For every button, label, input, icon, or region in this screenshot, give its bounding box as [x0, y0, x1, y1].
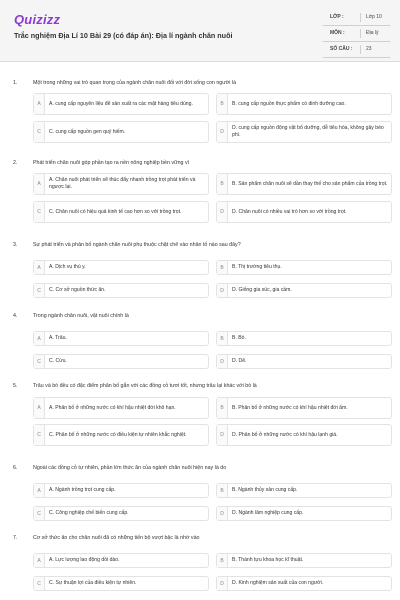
option-text: B. Ngành thủy sản cung cấp.	[232, 487, 298, 494]
option-c[interactable]	[33, 424, 209, 446]
option-c[interactable]	[33, 283, 209, 298]
option-c[interactable]	[33, 121, 209, 143]
option-letter: A	[34, 332, 45, 345]
option-letter: A	[34, 554, 45, 567]
meta-label: SỐ CÂU :	[330, 46, 353, 52]
meta-label: LỚP :	[330, 14, 344, 20]
page-header	[0, 0, 400, 62]
question-text: Sự phát triển và phân bố ngành chăn nuôi phụ thuộc chặt chẽ vào nhân tố nào sau đây?	[33, 242, 241, 248]
option-text: C. Sự thuận lợi của điều kiện tự nhiên.	[49, 580, 137, 587]
option-letter: D	[217, 122, 228, 142]
option-letter: C	[34, 284, 45, 297]
meta-label: MÔN :	[330, 30, 345, 36]
option-a[interactable]	[33, 173, 209, 195]
page-title: Trắc nghiệm Địa Lí 10 Bài 29 (có đáp án): Địa lí ngành chăn nuôi	[14, 31, 233, 40]
option-d[interactable]	[216, 121, 392, 143]
option-b[interactable]	[216, 331, 392, 346]
option-d[interactable]	[216, 506, 392, 521]
question-number: 5.	[13, 383, 18, 389]
option-text: D. Phân bố ở những nước có khí hậu lạnh giá.	[232, 431, 338, 438]
option-b[interactable]	[216, 397, 392, 419]
option-text: A. Dịch vụ thú y.	[49, 264, 86, 271]
option-c[interactable]	[33, 201, 209, 223]
option-text: D. Ngành lâm nghiệp cung cấp.	[232, 510, 304, 517]
option-letter: D	[217, 507, 228, 520]
meta-value: 23	[366, 46, 372, 52]
question-number: 4.	[13, 313, 18, 319]
option-d[interactable]	[216, 283, 392, 298]
question-text: Cơ sở thức ăn cho chăn nuôi đã có những tiến bộ vượt bậc là nhờ vào	[33, 535, 200, 541]
meta-divider	[360, 45, 361, 54]
option-text: A. cung cấp nguyên liệu để sản xuất ra các mặt hàng tiêu dùng.	[49, 100, 193, 107]
option-text: B. Thành tựu khoa học kĩ thuật.	[232, 557, 304, 564]
option-d[interactable]	[216, 354, 392, 369]
option-text: D. Dê.	[232, 358, 247, 365]
option-d[interactable]	[216, 576, 392, 591]
meta-row-count	[323, 42, 390, 58]
option-a[interactable]	[33, 483, 209, 498]
option-text: B. cung cấp nguồn thực phẩm có dinh dưỡng cao.	[232, 100, 346, 107]
meta-row-class	[323, 10, 390, 26]
option-letter: D	[217, 425, 228, 445]
question-number: 7.	[13, 535, 18, 541]
option-letter: D	[217, 284, 228, 297]
option-text: C. cung cấp nguồn gen quý hiếm.	[49, 128, 126, 135]
option-b[interactable]	[216, 93, 392, 115]
option-letter: C	[34, 122, 45, 142]
option-text: D. Giống gia súc, gia cầm.	[232, 287, 292, 294]
option-text: A. Ngành trồng trọt cung cấp.	[49, 487, 116, 494]
question-number: 1.	[13, 80, 18, 86]
option-text: C. Chăn nuôi có hiệu quả kinh tế cao hơn so với trồng trọt.	[49, 208, 182, 215]
question-text: Ngoài các đồng cỏ tự nhiên, phần lớn thức ăn của ngành chăn nuôi hiện nay là do	[33, 465, 227, 471]
option-d[interactable]	[216, 424, 392, 446]
option-a[interactable]	[33, 553, 209, 568]
option-letter: C	[34, 355, 45, 368]
meta-value: Lớp 10	[366, 14, 382, 20]
option-letter: B	[217, 261, 228, 274]
option-letter: D	[217, 577, 228, 590]
option-text: A. Chăn nuôi phát triển sẽ thúc đẩy nhanh trồng trọt phát triển và ngược lại.	[49, 177, 196, 190]
option-text: A. Lực lượng lao động dồi dào.	[49, 557, 120, 564]
option-text: A. Trâu.	[49, 335, 67, 342]
option-d[interactable]	[216, 201, 392, 223]
option-c[interactable]	[33, 506, 209, 521]
option-letter: A	[34, 261, 45, 274]
option-letter: D	[217, 355, 228, 368]
option-text: B. Phân bố ở những nước có khí hậu nhiệt đới ẩm.	[232, 404, 348, 411]
option-letter: C	[34, 425, 45, 445]
meta-info-box	[323, 10, 390, 56]
question-number: 3.	[13, 242, 18, 248]
question-text: Trong ngành chăn nuôi, vật nuôi chính là	[33, 313, 129, 319]
option-text: D. Chăn nuôi có nhiều vai trò hơn so với trồng trọt.	[232, 208, 347, 215]
question-text: Phát triển chăn nuôi góp phần tạo ra nền nông nghiệp bền vững vì	[33, 160, 190, 166]
option-letter: A	[34, 94, 45, 114]
option-text: C. Cừu.	[49, 358, 67, 365]
question-number: 6.	[13, 465, 18, 471]
option-b[interactable]	[216, 173, 392, 195]
option-c[interactable]	[33, 576, 209, 591]
meta-value: Địa lý	[366, 30, 379, 36]
option-a[interactable]	[33, 397, 209, 419]
option-text: A. Phân bố ở những nước có khí hậu nhiệt đới khô hạn.	[49, 404, 176, 411]
meta-row-subject	[323, 26, 390, 42]
option-b[interactable]	[216, 483, 392, 498]
option-text: C. Cơ sở nguồn thức ăn.	[49, 287, 106, 294]
meta-divider	[360, 29, 361, 38]
option-letter: D	[217, 202, 228, 222]
option-letter: C	[34, 202, 45, 222]
option-b[interactable]	[216, 260, 392, 275]
question-text: Một trong những vai trò quan trọng của ngành chăn nuôi đối với đời sống con người là	[33, 80, 237, 86]
option-a[interactable]	[33, 331, 209, 346]
option-letter: C	[34, 577, 45, 590]
option-c[interactable]	[33, 354, 209, 369]
option-text: D. cung cấp nguồn động vật bổ dưỡng, dễ tiêu hóa, không gây béo phì.	[232, 125, 384, 138]
option-b[interactable]	[216, 553, 392, 568]
option-letter: B	[217, 332, 228, 345]
option-letter: A	[34, 484, 45, 497]
option-letter: B	[217, 398, 228, 418]
meta-divider	[360, 13, 361, 22]
question-number: 2.	[13, 160, 18, 166]
option-text: B. Sản phẩm chăn nuôi sẽ dần thay thế cho sản phẩm của trồng trọt.	[232, 180, 388, 187]
option-a[interactable]	[33, 260, 209, 275]
option-text: D. Kinh nghiệm sản xuất của con người.	[232, 580, 324, 587]
option-text: C. Phân bố ở những nước có điều kiện tự nhiên khắc nghiệt.	[49, 431, 187, 438]
option-letter: B	[217, 94, 228, 114]
option-text: B. Bò.	[232, 335, 246, 342]
question-text: Trâu và bò đều có đặc điểm phân bố gắn với các đồng cỏ tươi tốt, nhưng trâu lại khác với bò là	[33, 383, 257, 389]
option-a[interactable]	[33, 93, 209, 115]
option-text: C. Công nghiệp chế biến cung cấp.	[49, 510, 129, 517]
option-letter: C	[34, 507, 45, 520]
option-letter: A	[34, 174, 45, 194]
option-letter: A	[34, 398, 45, 418]
option-letter: B	[217, 174, 228, 194]
option-letter: B	[217, 484, 228, 497]
option-text: B. Thị trường tiêu thụ.	[232, 264, 282, 271]
option-letter: B	[217, 554, 228, 567]
quizizz-logo: Quizizz	[14, 12, 61, 27]
